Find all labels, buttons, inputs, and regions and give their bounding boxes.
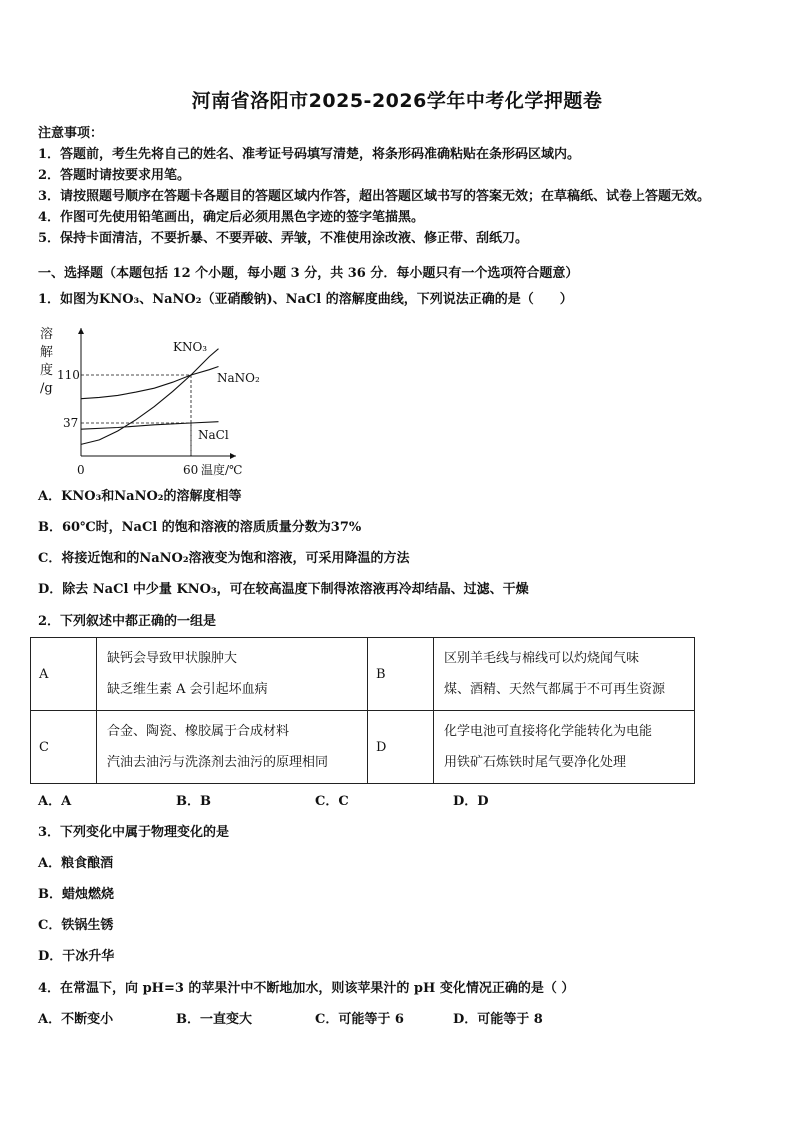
- q1-option-c[interactable]: C．将接近饱和的NaNO₂溶液变为饱和溶液，可采用降温的方法: [38, 551, 410, 566]
- table-cell-line: 汽油去油污与洗涤剂去油污的原理相同: [107, 755, 329, 770]
- table-cell-line: 缺钙会导致甲状腺肿大: [107, 651, 238, 666]
- series-label: NaNO₂: [217, 371, 260, 385]
- x-tick-label: 60: [183, 463, 199, 477]
- question-3-stem: 3．下列变化中属于物理变化的是: [38, 825, 230, 840]
- table-cell-c: [97, 711, 368, 784]
- solubility-chart: [36, 322, 276, 482]
- question-1-stem: 1．如图为KNO₃、NaNO₂（亚硝酸钠)、NaCl 的溶解度曲线，下列说法正确的是（ ）: [38, 292, 573, 307]
- y-axis-label: /g: [40, 381, 53, 396]
- section-heading: 一、选择题（本题包括 12 个小题，每小题 3 分，共 36 分．每小题只有一个选项符合题意）: [38, 266, 579, 281]
- y-axis-label: 溶: [40, 327, 54, 342]
- page-title: 河南省洛阳市2025-2026学年中考化学押题卷: [191, 90, 603, 112]
- q3-option-d[interactable]: D．干冰升华: [38, 949, 115, 964]
- notice-item: 5．保持卡面清洁，不要折暴、不要弄破、弄皱，不准使用涂改液、修正带、刮纸刀。: [38, 231, 529, 246]
- q1-option-a[interactable]: A．KNO₃和NaNO₂的溶解度相等: [38, 489, 242, 504]
- notice-item: 4．作图可先使用铅笔画出，确定后必须用黑色字迹的签字笔描黑。: [38, 210, 425, 225]
- question-2-stem: 2．下列叙述中都正确的一组是: [38, 614, 217, 629]
- table-key-c: C: [31, 711, 97, 784]
- table-cell-b: [434, 638, 695, 711]
- y-tick-label: 110: [57, 368, 80, 382]
- q2-option-d[interactable]: D．D: [453, 794, 489, 809]
- notice-heading: 注意事项：: [38, 126, 104, 141]
- series-label: KNO₃: [173, 340, 208, 354]
- table-cell-a: [97, 638, 368, 711]
- table-cell-line: 合金、陶瓷、橡胶属于合成材料: [107, 724, 290, 739]
- q2-option-a[interactable]: A．A: [38, 794, 72, 809]
- q1-option-d[interactable]: D．除去 NaCl 中少量 KNO₃，可在较高温度下制得浓溶液再冷却结晶、过滤、干燥: [38, 582, 529, 597]
- table-row: [31, 638, 695, 711]
- y-tick-label: 37: [63, 416, 79, 430]
- q4-option-a[interactable]: A．不断变小: [38, 1012, 114, 1027]
- q4-option-d[interactable]: D．可能等于 8: [453, 1012, 543, 1027]
- y-axis-label: 解: [40, 345, 54, 360]
- table-cell-line: 缺乏维生素 A 会引起坏血病: [107, 682, 268, 697]
- notice-item: 2．答题时请按要求用笔。: [38, 168, 191, 183]
- question-4-stem: 4．在常温下，向 pH=3 的苹果汁中不断地加水，则该苹果汁的 pH 变化情况正确的是（ ）: [38, 981, 575, 996]
- question-2-table: [30, 637, 695, 784]
- q4-option-b[interactable]: B．一直变大: [176, 1012, 252, 1027]
- table-cell-line: 化学电池可直接将化学能转化为电能: [444, 724, 653, 739]
- table-cell-line: 煤、酒精、天然气都属于不可再生资源: [444, 682, 666, 697]
- q3-option-c[interactable]: C．铁锅生锈: [38, 918, 114, 933]
- series-label: NaCl: [198, 428, 229, 442]
- notice-item: 3．请按照题号顺序在答题卡各题目的答题区域内作答，超出答题区域书写的答案无效；在草稿纸、试卷上答题无效。: [38, 189, 711, 204]
- q3-option-a[interactable]: A．粮食酿酒: [38, 856, 114, 871]
- y-axis-label: 度: [40, 363, 54, 378]
- table-key-d: D: [368, 711, 434, 784]
- q2-option-b[interactable]: B．B: [176, 794, 211, 809]
- table-key-a: A: [31, 638, 97, 711]
- q1-option-b[interactable]: B．60℃时，NaCl 的饱和溶液的溶质质量分数为37%: [38, 520, 362, 535]
- x-tick-label: 0: [77, 463, 85, 477]
- q3-option-b[interactable]: B．蜡烛燃烧: [38, 887, 114, 902]
- table-cell-line: 用铁矿石炼铁时尾气要净化处理: [444, 755, 627, 770]
- series-line: [81, 367, 219, 399]
- table-cell-line: 区别羊毛线与棉线可以灼烧闻气味: [444, 651, 640, 666]
- table-row: [31, 711, 695, 784]
- table-key-b: B: [368, 638, 434, 711]
- notice-item: 1．答题前，考生先将自己的姓名、准考证号码填写清楚，将条形码准确粘贴在条形码区域内。: [38, 147, 581, 162]
- table-cell-d: [434, 711, 695, 784]
- q4-option-c[interactable]: C．可能等于 6: [315, 1012, 404, 1027]
- x-axis-label: 温度/℃: [201, 463, 243, 477]
- q2-option-c[interactable]: C．C: [315, 794, 349, 809]
